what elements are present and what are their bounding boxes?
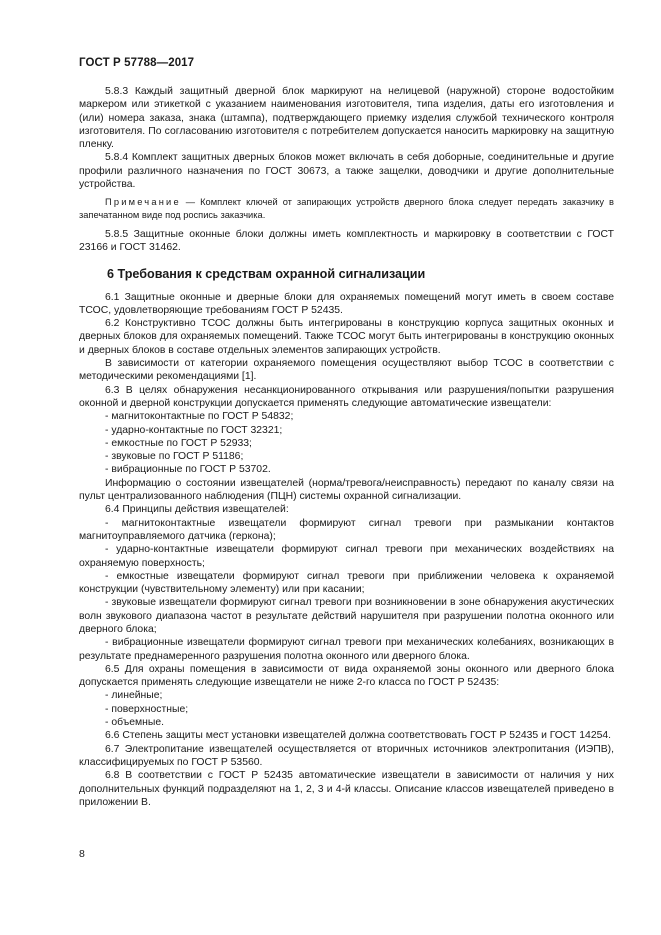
list-item: - емкостные по ГОСТ Р 52933;	[105, 437, 252, 449]
section-6-title: 6 Требования к средствам охранной сигнализации	[107, 266, 426, 281]
list-item: - магнитоконтактные извещатели формируют сигнал тревоги при размыкании контактов магнитоуправляемого датчика (геркона);	[79, 517, 614, 542]
paragraph-6-2-b: В зависимости от категории охраняемого помещения осуществляют выбор ТСОС в соответствии с методическими рекомендациями [1].	[79, 358, 614, 383]
paragraph-6-6: 6.6 Степень защиты мест установки извещателей должна соответствовать ГОСТ Р 52435 и ГОСТ 14254.	[105, 730, 612, 742]
list-item: - поверхностные;	[105, 703, 189, 715]
note-text: — Комплект ключей от запирающих устройств дверного блока следует передать заказчику в запечатанном виде под роспись заказчика.	[79, 197, 614, 221]
paragraph-6-3: 6.3 В целях обнаружения несанкционированного открывания или разрушения/попытки разрушения оконной и дверной конструкции допускается применять следующие автоматические извещатели:	[79, 384, 614, 409]
list-item: - ударно-контактные по ГОСТ 32321;	[105, 424, 283, 436]
paragraph-6-1: 6.1 Защитные оконные и дверные блоки для охраняемых помещений могут иметь в своем составе ТСОС, удовлетворяющие требованиям ГОСТ Р 52435.	[79, 291, 614, 316]
document-body	[79, 85, 614, 809]
paragraph-6-4: 6.4 Принципы действия извещателей:	[105, 504, 289, 516]
paragraph-6-3-b: Информацию о состоянии извещателей (норма/тревога/неисправность) передают по каналу связи на пульт централизованного наблюдения (ПЦН) системы охранной сигнализации.	[79, 477, 614, 503]
list-item: - звуковые по ГОСТ Р 51186;	[105, 451, 244, 463]
list-item: - звуковые извещатели формируют сигнал тревоги при возникновении в зоне обнаружения акустических волн звукового диапазона частот в результате действий нарушителя при разрушении полотна оконного или дверного блока;	[79, 597, 614, 635]
note-label: Примечание	[105, 197, 181, 208]
list-item: - магнитоконтактные по ГОСТ Р 54832;	[105, 411, 294, 423]
paragraph-6-7: 6.7 Электропитание извещателей осуществляется от вторичных источников электропитания (ИЭПВ), классифицируемых по ГОСТ Р 53560.	[79, 743, 614, 768]
document-header: ГОСТ Р 57788—2017	[79, 57, 195, 69]
paragraph-5-8-4: 5.8.4 Комплект защитных дверных блоков может включать в себя доборные, соединительные и другие профили различного назначения по ГОСТ 30673, а также защелки, доводчики и другие дополнительные устройства.	[79, 152, 614, 191]
list-item: - объемные.	[105, 717, 165, 729]
list-item: - ударно-контактные извещатели формируют сигнал тревоги при механических воздействиях на охраняемую поверхность;	[79, 544, 614, 569]
list-item: - вибрационные по ГОСТ Р 53702.	[105, 464, 271, 476]
paragraph-6-5: 6.5 Для охраны помещения в зависимости от вида охраняемой зоны оконного или дверного блока допускается применять следующие извещатели не ниже 2-го класса по ГОСТ Р 52435:	[79, 663, 614, 689]
list-item: - емкостные извещатели формируют сигнал тревоги при приближении человека к охраняемой конструкции (чувствительному элементу) или при касании;	[79, 570, 614, 596]
note	[79, 196, 614, 222]
page-number: 8	[79, 848, 85, 860]
paragraph-6-2: 6.2 Конструктивно ТСОС должны быть интегрированы в конструкцию корпуса защитных оконных и дверных блоков для охраняемых помещений. Также ТСОС могут быть интегрированы в конструкцию оконных и дверных блоков в составе отдельных элементов запирающих устройств.	[79, 318, 614, 356]
paragraph-5-8-3: 5.8.3 Каждый защитный дверной блок маркируют на нелицевой (наружной) стороне водостойким маркером или этикеткой с указанием наименования изготовителя, типа изделия, даты его изготовления и (или) номера заказа, знака (штампа), подтверждающего приемку изделия службой технического контроля изготовителя. По согласованию изготовителя с потребителем допускается наносить маркировку на защитную пленку.	[79, 86, 614, 151]
list-item: - линейные;	[105, 690, 163, 702]
paragraph-5-8-5: 5.8.5 Защитные оконные блоки должны иметь комплектность и маркировку в соответствии с ГОСТ 23166 и ГОСТ 31462.	[79, 228, 614, 254]
paragraph-6-8: 6.8 В соответствии с ГОСТ Р 52435 автоматические извещатели в зависимости от наличия у них дополнительных функций подразделяют на 1, 2, 3 и 4-й классы. Описание классов извещателей приведено в приложении В.	[79, 770, 614, 808]
list-item: - вибрационные извещатели формируют сигнал тревоги при механических колебаниях, возникающих в результате преднамеренного разрушения полотна оконного или дверного блока.	[79, 637, 614, 662]
